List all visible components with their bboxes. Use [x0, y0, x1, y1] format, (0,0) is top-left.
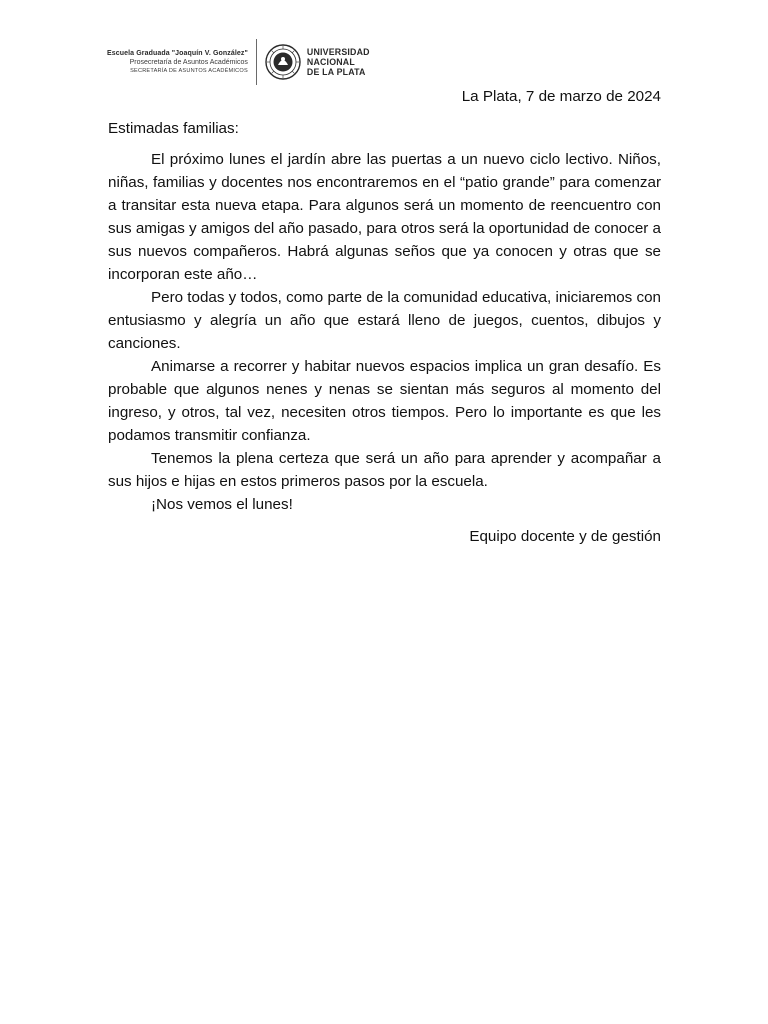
body-paragraph: Pero todas y todos, como parte de la comunidad educativa, iniciaremos con entusiasmo y alegría un año que estará lleno de juegos, cuentos, dibujos y canciones. — [108, 289, 661, 352]
body-paragraph: Animarse a recorrer y habitar nuevos espacios implica un gran desafío. Es probable que algunos nenes y nenas se sientan más seguros al momento del ingreso, y otros, tal vez, necesiten otros tiempos. Pero lo importante es que les podamos transmitir confianza. — [108, 358, 661, 444]
letter-greeting: Estimadas familias: — [108, 120, 239, 137]
university-name — [307, 47, 370, 77]
letterhead — [107, 38, 370, 86]
university-name-line: UNIVERSIDAD — [306, 47, 370, 57]
school-identity — [107, 49, 256, 76]
body-paragraph: Tenemos la plena certeza que será un año para aprender y acompañar a sus hijos e hijas en estos primeros pasos por la escuela. — [108, 450, 661, 490]
closing-line: ¡Nos vemos el lunes! — [151, 496, 293, 513]
school-subtitle: Prosecretaría de Asuntos Académicos — [129, 58, 248, 66]
body-paragraph: El próximo lunes el jardín abre las puertas a un nuevo ciclo lectivo. Niños, niñas, familias y docentes nos encontraremos en el “patio grande” para comenzar a transitar esta nueva etapa. Para algunos será un momento de reencuentro con sus amigas y amigos del año pasado, para otros será la oportunidad de conocer a sus nuevos compañeros. Habrá algunas seños que ya conocen y otras que se incorporan este año… — [108, 151, 661, 283]
letter-date: La Plata, 7 de marzo de 2024 — [461, 88, 661, 105]
university-name-line: DE LA PLATA — [306, 67, 366, 77]
header-divider — [256, 39, 257, 85]
letter-signature: Equipo docente y de gestión — [469, 528, 661, 545]
university-name-line: NACIONAL — [306, 57, 355, 67]
letter-body — [108, 148, 661, 516]
school-secretariat: SECRETARÍA DE ASUNTOS ACADÉMICOS — [130, 67, 248, 74]
school-name: Escuela Graduada "Joaquín V. González" — [107, 49, 248, 57]
university-seal-icon — [265, 44, 301, 80]
